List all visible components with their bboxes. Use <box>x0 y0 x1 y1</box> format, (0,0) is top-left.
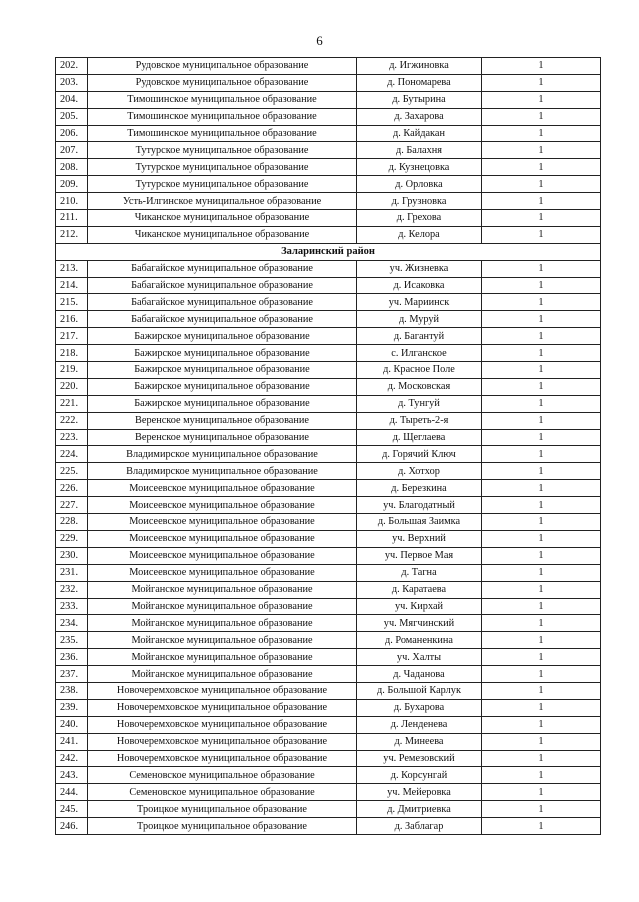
settlement-cell: уч. Мягчинский <box>357 615 482 632</box>
row-number-cell: 203. <box>56 74 88 91</box>
municipality-cell: Бажирское муниципальное образование <box>88 378 357 395</box>
count-cell: 1 <box>482 294 601 311</box>
row-number-cell: 204. <box>56 91 88 108</box>
table-row <box>56 328 601 345</box>
municipality-cell: Тимошинское муниципальное образование <box>88 125 357 142</box>
municipality-cell: Новочеремховское муниципальное образование <box>88 716 357 733</box>
settlement-cell: уч. Мейеровка <box>357 784 482 801</box>
row-number-cell: 207. <box>56 142 88 159</box>
municipality-cell: Рудовское муниципальное образование <box>88 58 357 75</box>
count-cell: 1 <box>482 615 601 632</box>
row-number-cell: 233. <box>56 598 88 615</box>
municipality-cell: Бабагайское муниципальное образование <box>88 260 357 277</box>
row-number-cell: 205. <box>56 108 88 125</box>
count-cell: 1 <box>482 277 601 294</box>
count-cell: 1 <box>482 328 601 345</box>
count-cell: 1 <box>482 801 601 818</box>
table-row <box>56 277 601 294</box>
municipality-cell: Мойганское муниципальное образование <box>88 615 357 632</box>
row-number-cell: 215. <box>56 294 88 311</box>
settlement-cell: с. Илганское <box>357 345 482 362</box>
count-cell: 1 <box>482 497 601 514</box>
table-row <box>56 193 601 210</box>
row-number-cell: 214. <box>56 277 88 294</box>
municipality-cell: Бажирское муниципальное образование <box>88 328 357 345</box>
row-number-cell: 243. <box>56 767 88 784</box>
settlement-cell: д. Тагна <box>357 564 482 581</box>
settlement-cell: уч. Жизневка <box>357 260 482 277</box>
count-cell: 1 <box>482 142 601 159</box>
table-row <box>56 581 601 598</box>
table-row <box>56 480 601 497</box>
settlement-cell: д. Балахня <box>357 142 482 159</box>
settlement-cell: д. Грузновка <box>357 193 482 210</box>
count-cell: 1 <box>482 514 601 531</box>
count-cell: 1 <box>482 682 601 699</box>
row-number-cell: 238. <box>56 682 88 699</box>
count-cell: 1 <box>482 260 601 277</box>
count-cell: 1 <box>482 193 601 210</box>
settlement-cell: д. Орловка <box>357 176 482 193</box>
row-number-cell: 237. <box>56 666 88 683</box>
settlement-cell: д. Багантуй <box>357 328 482 345</box>
row-number-cell: 232. <box>56 581 88 598</box>
municipality-cell: Новочеремховское муниципальное образование <box>88 682 357 699</box>
count-cell: 1 <box>482 226 601 243</box>
settlement-cell: д. Минеева <box>357 733 482 750</box>
count-cell: 1 <box>482 818 601 835</box>
row-number-cell: 228. <box>56 514 88 531</box>
row-number-cell: 234. <box>56 615 88 632</box>
row-number-cell: 246. <box>56 818 88 835</box>
municipality-cell: Бабагайское муниципальное образование <box>88 277 357 294</box>
settlement-cell: д. Бухарова <box>357 699 482 716</box>
row-number-cell: 229. <box>56 530 88 547</box>
settlement-cell: д. Большой Карлук <box>357 682 482 699</box>
municipality-cell: Новочеремховское муниципальное образование <box>88 699 357 716</box>
table-row <box>56 463 601 480</box>
settlement-cell: д. Красное Поле <box>357 362 482 379</box>
settlement-cell: д. Московская <box>357 378 482 395</box>
count-cell: 1 <box>482 210 601 227</box>
table-row <box>56 564 601 581</box>
count-cell: 1 <box>482 362 601 379</box>
table-row <box>56 412 601 429</box>
settlement-cell: д. Каратаева <box>357 581 482 598</box>
row-number-cell: 213. <box>56 260 88 277</box>
settlement-cell: д. Пономарева <box>357 74 482 91</box>
municipality-cell: Мойганское муниципальное образование <box>88 581 357 598</box>
settlement-cell: д. Тыреть-2-я <box>357 412 482 429</box>
row-number-cell: 225. <box>56 463 88 480</box>
table-row <box>56 176 601 193</box>
table-row <box>56 125 601 142</box>
row-number-cell: 240. <box>56 716 88 733</box>
settlement-cell: д. Корсунгай <box>357 767 482 784</box>
table-row <box>56 716 601 733</box>
municipality-cell: Бажирское муниципальное образование <box>88 345 357 362</box>
municipality-cell: Семеновское муниципальное образование <box>88 767 357 784</box>
municipality-cell: Тимошинское муниципальное образование <box>88 91 357 108</box>
row-number-cell: 239. <box>56 699 88 716</box>
section-title: Заларинский район <box>56 243 601 260</box>
row-number-cell: 222. <box>56 412 88 429</box>
municipality-cell: Веренское муниципальное образование <box>88 429 357 446</box>
row-number-cell: 218. <box>56 345 88 362</box>
row-number-cell: 224. <box>56 446 88 463</box>
row-number-cell: 230. <box>56 547 88 564</box>
settlement-cell: д. Кузнецовка <box>357 159 482 176</box>
page-number: 6 <box>316 33 323 48</box>
municipality-cell: Моисеевское муниципальное образование <box>88 514 357 531</box>
settlement-cell: д. Чаданова <box>357 666 482 683</box>
settlement-cell: д. Романенкина <box>357 632 482 649</box>
settlement-cell: уч. Верхний <box>357 530 482 547</box>
count-cell: 1 <box>482 125 601 142</box>
table-row <box>56 682 601 699</box>
settlement-cell: д. Горячий Ключ <box>357 446 482 463</box>
table-row <box>56 547 601 564</box>
table-row <box>56 142 601 159</box>
municipality-cell: Мойганское муниципальное образование <box>88 649 357 666</box>
row-number-cell: 219. <box>56 362 88 379</box>
settlement-cell: уч. Ремезовский <box>357 750 482 767</box>
table-row <box>56 91 601 108</box>
count-cell: 1 <box>482 378 601 395</box>
count-cell: 1 <box>482 581 601 598</box>
settlement-cell: д. Щеглаева <box>357 429 482 446</box>
count-cell: 1 <box>482 666 601 683</box>
municipality-cell: Бабагайское муниципальное образование <box>88 294 357 311</box>
municipality-cell: Тутурское муниципальное образование <box>88 176 357 193</box>
row-number-cell: 241. <box>56 733 88 750</box>
table-row <box>56 260 601 277</box>
row-number-cell: 223. <box>56 429 88 446</box>
row-number-cell: 209. <box>56 176 88 193</box>
count-cell: 1 <box>482 395 601 412</box>
settlement-cell: д. Грехова <box>357 210 482 227</box>
municipality-cell: Тутурское муниципальное образование <box>88 159 357 176</box>
settlement-cell: д. Дмитриевка <box>357 801 482 818</box>
count-cell: 1 <box>482 530 601 547</box>
row-number-cell: 244. <box>56 784 88 801</box>
row-number-cell: 231. <box>56 564 88 581</box>
municipality-cell: Веренское муниципальное образование <box>88 412 357 429</box>
settlement-cell: д. Березкина <box>357 480 482 497</box>
settlement-cell: уч. Первое Мая <box>357 547 482 564</box>
count-cell: 1 <box>482 750 601 767</box>
count-cell: 1 <box>482 412 601 429</box>
row-number-cell: 208. <box>56 159 88 176</box>
table-row <box>56 395 601 412</box>
row-number-cell: 227. <box>56 497 88 514</box>
table-row <box>56 514 601 531</box>
row-number-cell: 236. <box>56 649 88 666</box>
table-row <box>56 74 601 91</box>
settlement-cell: д. Кайдакан <box>357 125 482 142</box>
settlement-cell: уч. Кирхай <box>357 598 482 615</box>
table-row <box>56 784 601 801</box>
table-row <box>56 226 601 243</box>
table-row <box>56 210 601 227</box>
table-row <box>56 649 601 666</box>
settlement-cell: д. Муруй <box>357 311 482 328</box>
count-cell: 1 <box>482 176 601 193</box>
row-number-cell: 210. <box>56 193 88 210</box>
table-row <box>56 699 601 716</box>
table-row <box>56 750 601 767</box>
settlement-cell: д. Ленденева <box>357 716 482 733</box>
table-row <box>56 362 601 379</box>
municipality-cell: Владимирское муниципальное образование <box>88 463 357 480</box>
table-row <box>56 345 601 362</box>
table-row <box>56 767 601 784</box>
settlement-cell: д. Исаковка <box>357 277 482 294</box>
count-cell: 1 <box>482 649 601 666</box>
count-cell: 1 <box>482 91 601 108</box>
municipality-cell: Бажирское муниципальное образование <box>88 362 357 379</box>
table-row <box>56 108 601 125</box>
table-row <box>56 598 601 615</box>
municipality-cell: Моисеевское муниципальное образование <box>88 564 357 581</box>
municipality-cell: Моисеевское муниципальное образование <box>88 547 357 564</box>
row-number-cell: 242. <box>56 750 88 767</box>
table-row <box>56 733 601 750</box>
municipality-cell: Троицкое муниципальное образование <box>88 818 357 835</box>
settlement-cell: д. Тунгуй <box>357 395 482 412</box>
count-cell: 1 <box>482 480 601 497</box>
municipality-cell: Мойганское муниципальное образование <box>88 666 357 683</box>
municipality-cell: Тутурское муниципальное образование <box>88 142 357 159</box>
municipality-cell: Троицкое муниципальное образование <box>88 801 357 818</box>
table-row <box>56 632 601 649</box>
count-cell: 1 <box>482 108 601 125</box>
count-cell: 1 <box>482 446 601 463</box>
table-row <box>56 446 601 463</box>
municipality-cell: Мойганское муниципальное образование <box>88 632 357 649</box>
settlements-table <box>55 57 601 835</box>
count-cell: 1 <box>482 733 601 750</box>
municipality-cell: Бажирское муниципальное образование <box>88 395 357 412</box>
row-number-cell: 220. <box>56 378 88 395</box>
settlement-cell: уч. Благодатный <box>357 497 482 514</box>
row-number-cell: 245. <box>56 801 88 818</box>
row-number-cell: 212. <box>56 226 88 243</box>
municipality-cell: Семеновское муниципальное образование <box>88 784 357 801</box>
count-cell: 1 <box>482 632 601 649</box>
settlement-cell: д. Большая Заимка <box>357 514 482 531</box>
table-row <box>56 294 601 311</box>
row-number-cell: 221. <box>56 395 88 412</box>
row-number-cell: 202. <box>56 58 88 75</box>
count-cell: 1 <box>482 699 601 716</box>
table-row <box>56 497 601 514</box>
table-row <box>56 311 601 328</box>
municipality-cell: Рудовское муниципальное образование <box>88 74 357 91</box>
settlement-cell: д. Игжиновка <box>357 58 482 75</box>
municipality-cell: Новочеремховское муниципальное образование <box>88 750 357 767</box>
count-cell: 1 <box>482 58 601 75</box>
settlement-cell: д. Келора <box>357 226 482 243</box>
table-row <box>56 666 601 683</box>
table-row <box>56 818 601 835</box>
section-header-row <box>56 243 601 260</box>
count-cell: 1 <box>482 784 601 801</box>
settlement-cell: д. Бутырина <box>357 91 482 108</box>
table-body <box>56 58 601 835</box>
municipality-cell: Чиканское муниципальное образование <box>88 210 357 227</box>
count-cell: 1 <box>482 311 601 328</box>
count-cell: 1 <box>482 463 601 480</box>
count-cell: 1 <box>482 547 601 564</box>
settlement-cell: д. Хотхор <box>357 463 482 480</box>
municipality-cell: Тимошинское муниципальное образование <box>88 108 357 125</box>
row-number-cell: 206. <box>56 125 88 142</box>
municipality-cell: Чиканское муниципальное образование <box>88 226 357 243</box>
municipality-cell: Моисеевское муниципальное образование <box>88 530 357 547</box>
row-number-cell: 217. <box>56 328 88 345</box>
table-row <box>56 615 601 632</box>
settlement-cell: д. Заблагар <box>357 818 482 835</box>
municipality-cell: Владимирское муниципальное образование <box>88 446 357 463</box>
row-number-cell: 216. <box>56 311 88 328</box>
row-number-cell: 226. <box>56 480 88 497</box>
settlement-cell: д. Захарова <box>357 108 482 125</box>
municipality-cell: Усть-Илгинское муниципальное образование <box>88 193 357 210</box>
count-cell: 1 <box>482 767 601 784</box>
count-cell: 1 <box>482 159 601 176</box>
count-cell: 1 <box>482 429 601 446</box>
municipality-cell: Моисеевское муниципальное образование <box>88 497 357 514</box>
table-row <box>56 429 601 446</box>
table-row <box>56 801 601 818</box>
municipality-cell: Мойганское муниципальное образование <box>88 598 357 615</box>
table-row <box>56 159 601 176</box>
count-cell: 1 <box>482 598 601 615</box>
row-number-cell: 211. <box>56 210 88 227</box>
row-number-cell: 235. <box>56 632 88 649</box>
municipality-cell: Бабагайское муниципальное образование <box>88 311 357 328</box>
table-row <box>56 58 601 75</box>
table-row <box>56 530 601 547</box>
municipality-cell: Новочеремховское муниципальное образование <box>88 733 357 750</box>
settlement-cell: уч. Мариинск <box>357 294 482 311</box>
settlement-cell: уч. Халты <box>357 649 482 666</box>
count-cell: 1 <box>482 345 601 362</box>
count-cell: 1 <box>482 74 601 91</box>
table-row <box>56 378 601 395</box>
municipality-cell: Моисеевское муниципальное образование <box>88 480 357 497</box>
count-cell: 1 <box>482 716 601 733</box>
count-cell: 1 <box>482 564 601 581</box>
